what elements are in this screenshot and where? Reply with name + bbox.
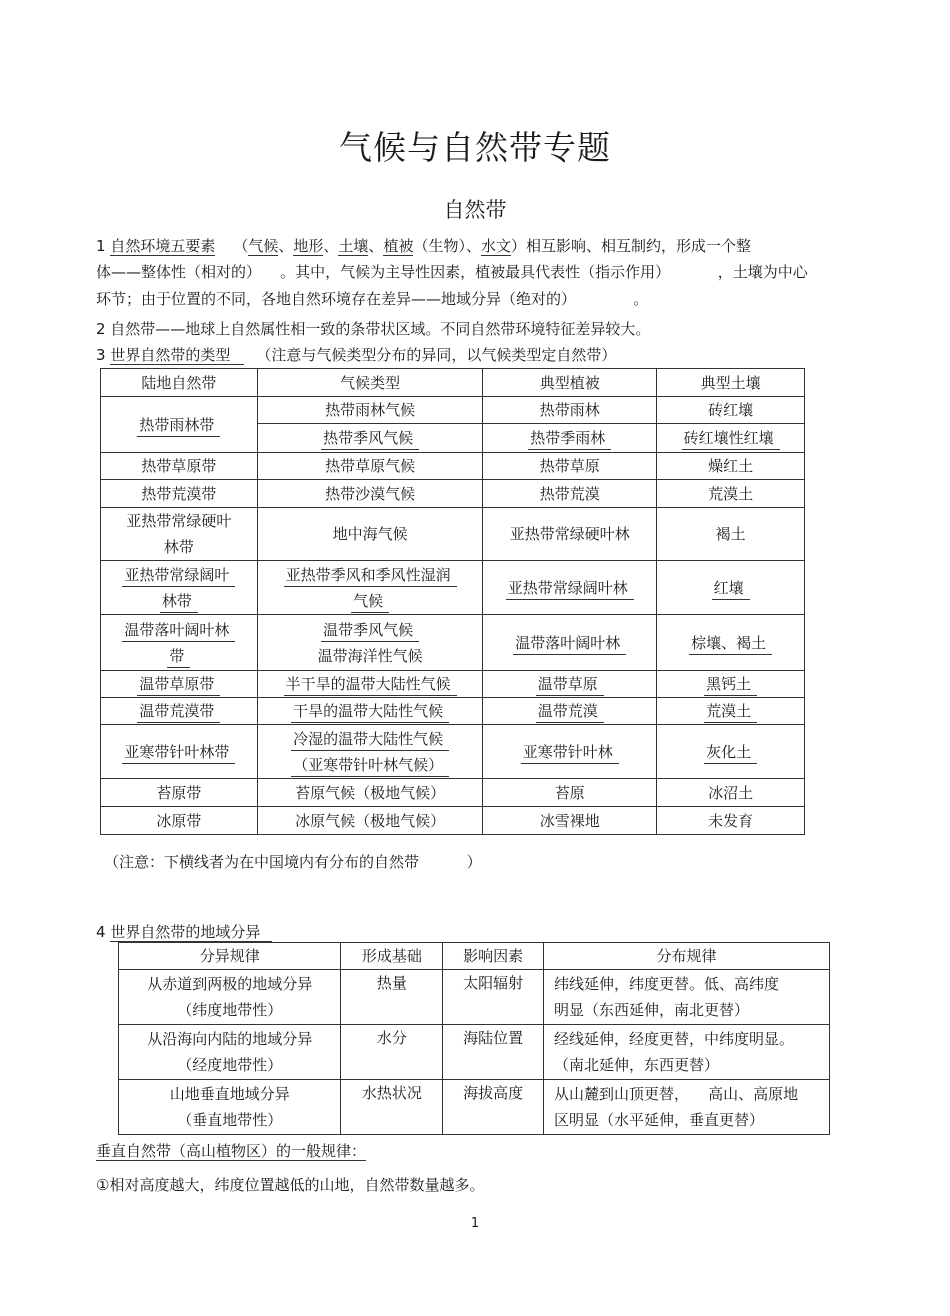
table-row <box>101 671 805 698</box>
section-heading: 世界自然带的类型 <box>110 347 244 365</box>
law-cell <box>119 1025 341 1080</box>
climate-cell <box>257 561 483 615</box>
para-number: 4 <box>96 923 111 941</box>
zone-name-line: 亚热带常绿阔叶 <box>122 566 235 587</box>
table-row <box>101 508 805 561</box>
climate-name: 半干旱的温带大陆性气候 <box>284 675 457 696</box>
table-row <box>101 698 805 725</box>
soil-cell: 砖红壤 <box>657 397 805 424</box>
law-line: （经度地带性） <box>177 1056 283 1074</box>
underlined-term: 自然环境五要素 <box>110 237 216 255</box>
header-cell: 分布规律 <box>544 943 830 970</box>
distribution-line: （南北延伸，东西更替） <box>554 1056 720 1074</box>
table-row <box>119 1080 830 1135</box>
zone-cell: 苔原带 <box>101 779 258 807</box>
soil-name: 红壤 <box>712 579 750 600</box>
law-line: 从沿海向内陆的地域分异 <box>147 1030 313 1048</box>
soil-cell <box>657 725 805 779</box>
vegetation-name: 亚热带常绿阔叶林 <box>506 579 634 600</box>
zone-name-line: 林带 <box>160 592 198 613</box>
climate-cell <box>257 671 483 698</box>
soil-name: 黑钙土 <box>704 675 757 696</box>
zone-name-line: 亚热带常绿硬叶 <box>126 512 232 530</box>
climate-name-line: 温带海洋性气候 <box>317 646 423 665</box>
soil-cell: 冰沼土 <box>657 779 805 807</box>
table-row <box>119 970 830 1025</box>
vegetation-cell: 苔原 <box>483 779 657 807</box>
factor-cell: 太阳辐射 <box>443 970 544 1025</box>
law-line: （纬度地带性） <box>177 1001 283 1019</box>
vegetation-name: 热带季雨林 <box>528 429 611 450</box>
header-cell: 影响因素 <box>443 943 544 970</box>
table-row <box>101 561 805 615</box>
header-cell: 分异规律 <box>119 943 341 970</box>
separator: 、 <box>278 237 294 255</box>
zone-cell <box>101 508 258 561</box>
climate-cell: 地中海气候 <box>257 508 483 561</box>
climate-cell: 热带沙漠气候 <box>257 480 483 508</box>
zone-cell <box>101 615 258 671</box>
distribution-cell <box>544 1080 830 1135</box>
text-fragment: （ <box>233 237 249 255</box>
climate-cell <box>257 725 483 779</box>
text-fragment: （生物）、 <box>413 237 481 255</box>
basis-cell: 水热状况 <box>341 1080 443 1135</box>
vertical-zone-heading-line <box>96 1138 856 1165</box>
paragraph-3 <box>96 342 856 369</box>
zone-cell <box>101 725 258 779</box>
distribution-line: 经线延伸，经度更替，中纬度明显。 <box>554 1030 795 1048</box>
section-subtitle: 自然带 <box>443 198 507 222</box>
para-number: 1 <box>96 237 111 255</box>
separator: 、 <box>323 237 339 255</box>
soil-cell: 未发育 <box>657 807 805 835</box>
heading-note: （注意与气候类型分布的异同，以气候类型定自然带） <box>256 346 617 364</box>
text-fragment: ）相互影响、相互制约，形成一个整 <box>510 237 751 255</box>
zone-cell <box>101 397 258 453</box>
table-row <box>101 397 805 424</box>
vegetation-name: 温带荒漠 <box>536 702 604 723</box>
climate-cell <box>257 615 483 671</box>
law-cell <box>119 1080 341 1135</box>
vegetation-cell: 亚热带常绿硬叶林 <box>483 508 657 561</box>
climate-cell <box>257 698 483 725</box>
header-cell: 气候类型 <box>257 369 483 397</box>
factor-cell: 海陆位置 <box>443 1025 544 1080</box>
climate-name: 干旱的温带大陆性气候 <box>291 702 449 723</box>
header-cell: 陆地自然带 <box>101 369 258 397</box>
soil-cell <box>657 671 805 698</box>
factor-cell: 海拔高度 <box>443 1080 544 1135</box>
vegetation-name: 温带落叶阔叶林 <box>513 634 626 655</box>
zone-name: 温带草原带 <box>137 675 220 696</box>
paragraph-1-line-1 <box>96 233 856 260</box>
paragraph-1-line-3: 环节；由于位置的不同，各地自然环境存在差异——地域分异（绝对的） 。 <box>96 290 649 308</box>
underlined-term: 土壤 <box>338 237 369 255</box>
climate-name: 热带季风气候 <box>321 429 419 450</box>
climate-name-line: 气候 <box>351 592 389 613</box>
paragraph-2: 2 自然带——地球上自然属性相一致的条带状区域。不同自然带环境特征差异较大。 <box>96 320 651 338</box>
vegetation-cell <box>483 615 657 671</box>
underlined-term: 气候 <box>248 237 279 255</box>
zone-name-line: 带 <box>167 647 190 668</box>
climate-cell: 热带草原气候 <box>257 453 483 480</box>
climate-name-line: 冷湿的温带大陆性气候 <box>291 730 449 751</box>
soil-name: 荒漠土 <box>704 702 757 723</box>
vegetation-cell <box>483 671 657 698</box>
table-header-row <box>101 369 805 397</box>
zone-cell <box>101 698 258 725</box>
soil-cell: 褐土 <box>657 508 805 561</box>
soil-name: 棕壤、褐土 <box>689 634 772 655</box>
vertical-zone-heading: 垂直自然带（高山植物区）的一般规律： <box>96 1142 367 1160</box>
law-line: （垂直地带性） <box>177 1111 283 1129</box>
header-cell: 形成基础 <box>341 943 443 970</box>
table-note: （注意：下横线者为在中国境内有分布的自然带 ） <box>104 853 482 871</box>
soil-cell <box>657 561 805 615</box>
vegetation-name: 亚寒带针叶林 <box>521 743 619 764</box>
soil-cell: 荒漠土 <box>657 480 805 508</box>
soil-name: 砖红壤性红壤 <box>682 429 780 450</box>
table-row <box>101 807 805 835</box>
vegetation-cell <box>483 725 657 779</box>
law-cell <box>119 970 341 1025</box>
zone-cell <box>101 671 258 698</box>
zone-cell: 冰原带 <box>101 807 258 835</box>
header-cell: 典型植被 <box>483 369 657 397</box>
soil-cell <box>657 615 805 671</box>
rule-1: ①相对高度越大，纬度位置越低的山地，自然带数量越多。 <box>96 1176 485 1194</box>
vegetation-name: 温带草原 <box>536 675 604 696</box>
vegetation-cell: 热带荒漠 <box>483 480 657 508</box>
table-row <box>101 725 805 779</box>
table-row <box>101 453 805 480</box>
vegetation-cell <box>483 424 657 453</box>
table-row <box>101 779 805 807</box>
page-number: 1 <box>470 1216 480 1231</box>
para-number: 3 <box>96 346 111 364</box>
zone-cell: 热带荒漠带 <box>101 480 258 508</box>
section-heading: 世界自然带的地域分异 <box>110 924 272 942</box>
zone-name: 亚寒带针叶林带 <box>122 743 235 764</box>
climate-name-line: 亚热带季风和季风性湿润 <box>284 566 457 587</box>
climate-name-line: （亚寒带针叶林气候） <box>291 756 449 777</box>
vegetation-cell <box>483 698 657 725</box>
vegetation-cell: 热带雨林 <box>483 397 657 424</box>
page-title: 气候与自然带专题 <box>339 128 611 167</box>
basis-cell: 水分 <box>341 1025 443 1080</box>
distribution-cell <box>544 970 830 1025</box>
distribution-line: 明显（东西延伸，南北更替） <box>554 1001 750 1019</box>
zone-cell: 热带草原带 <box>101 453 258 480</box>
vegetation-cell <box>483 561 657 615</box>
vegetation-cell: 热带草原 <box>483 453 657 480</box>
climate-name-line: 温带季风气候 <box>321 621 419 642</box>
zone-name-line: 温带落叶阔叶林 <box>122 621 235 642</box>
zone-name: 热带雨林带 <box>137 416 220 437</box>
underlined-term: 地形 <box>293 237 324 255</box>
law-line: 山地垂直地域分异 <box>169 1085 290 1103</box>
soil-cell: 燥红土 <box>657 453 805 480</box>
climate-cell <box>257 424 483 453</box>
table-row <box>101 480 805 508</box>
zone-name: 温带荒漠带 <box>137 702 220 723</box>
separator: 、 <box>368 237 384 255</box>
soil-cell <box>657 424 805 453</box>
distribution-line: 纬线延伸，纬度更替。低、高纬度 <box>554 975 780 993</box>
law-line: 从赤道到两极的地域分异 <box>147 975 313 993</box>
climate-cell: 冰原气候（极地气候） <box>257 807 483 835</box>
vegetation-cell: 冰雪裸地 <box>483 807 657 835</box>
distribution-line: 从山麓到山顶更替， 高山、高原地 <box>554 1085 799 1103</box>
climate-cell: 苔原气候（极地气候） <box>257 779 483 807</box>
table-header-row <box>119 943 830 970</box>
table-row <box>119 1025 830 1080</box>
natural-zones-table <box>100 368 805 835</box>
zonation-table <box>118 942 830 1135</box>
climate-cell: 热带雨林气候 <box>257 397 483 424</box>
soil-name: 灰化土 <box>704 743 757 764</box>
basis-cell: 热量 <box>341 970 443 1025</box>
distribution-cell <box>544 1025 830 1080</box>
header-cell: 典型土壤 <box>657 369 805 397</box>
zone-cell <box>101 561 258 615</box>
distribution-line: 区明显（水平延伸，垂直更替） <box>554 1111 765 1129</box>
underlined-term: 植被 <box>383 237 414 255</box>
zone-name-line: 林带 <box>163 538 194 556</box>
paragraph-1-line-2: 体——整体性（相对的） 。其中，气候为主导性因素，植被最具代表性（指示作用） ，土壤为中心 <box>96 263 808 281</box>
underlined-term: 水文 <box>480 237 511 255</box>
table-row <box>101 615 805 671</box>
soil-cell <box>657 698 805 725</box>
